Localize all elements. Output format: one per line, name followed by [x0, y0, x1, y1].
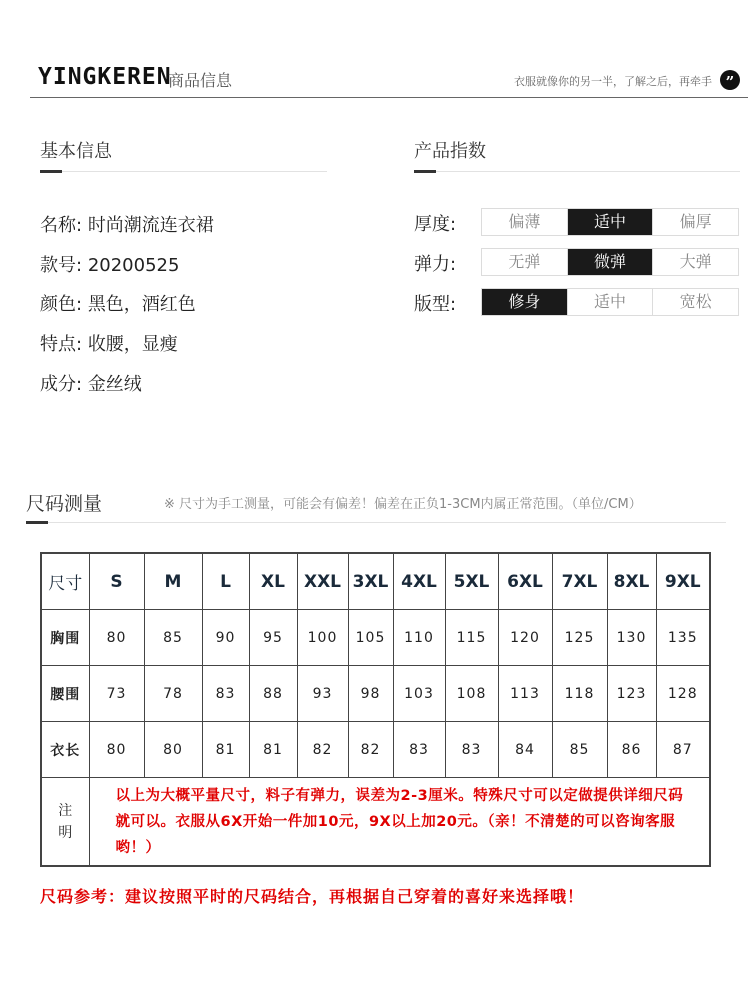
size-column-header: 6XL — [498, 553, 552, 610]
index-scale-fit — [481, 288, 739, 316]
table-cell: 83 — [393, 722, 445, 778]
size-reference: 尺码参考：建议按照平时的尺码结合，再根据自己穿着的喜好来选择哦！ — [40, 887, 585, 906]
table-cell: 81 — [202, 722, 249, 778]
size-column-header: S — [89, 553, 144, 610]
size-column-header: M — [144, 553, 202, 610]
index-option: 偏厚 — [679, 212, 712, 231]
index-option-selected: 适中 — [568, 209, 654, 235]
product-index-divider — [414, 171, 740, 172]
table-cell: 110 — [393, 610, 445, 666]
index-option: 偏薄 — [482, 209, 568, 235]
size-column-header: L — [202, 553, 249, 610]
basic-info-title: 基本信息 — [40, 141, 112, 162]
table-row-length — [41, 722, 710, 778]
table-cell: 88 — [249, 666, 297, 722]
info-row-color — [40, 290, 196, 316]
table-cell: 90 — [202, 610, 249, 666]
table-cell: 115 — [445, 610, 498, 666]
info-row-feature — [40, 330, 178, 356]
info-value: 金丝绒 — [87, 374, 142, 395]
size-header-row — [41, 553, 710, 610]
table-cell: 73 — [89, 666, 144, 722]
table-cell: 105 — [348, 610, 393, 666]
table-cell: 95 — [249, 610, 297, 666]
info-row-material — [40, 370, 142, 396]
table-cell: 93 — [297, 666, 348, 722]
table-row-waist — [41, 666, 710, 722]
info-label: 款号: — [40, 255, 83, 276]
size-column-header: 3XL — [348, 553, 393, 610]
table-cell: 118 — [552, 666, 607, 722]
table-cell: 85 — [552, 722, 607, 778]
basic-info-accent — [40, 170, 62, 173]
row-label: 衣长 — [41, 722, 89, 778]
product-index-accent — [414, 170, 436, 173]
table-cell: 125 — [552, 610, 607, 666]
size-column-header: 4XL — [393, 553, 445, 610]
table-row-note — [41, 778, 710, 867]
info-value: 时尚潮流连衣裙 — [87, 215, 214, 236]
size-section-title: 尺码测量 — [26, 493, 103, 515]
table-cell: 113 — [498, 666, 552, 722]
row-label: 腰围 — [41, 666, 89, 722]
note-text: 以上为大概平量尺寸，料子有弹力，误差为2-3厘米。特殊尺寸可以定做提供详细尺码就可以。衣服从6X开始一件加10元，9X以上加20元。（亲！不清楚的可以咨询客服哟！） — [89, 778, 710, 867]
size-header-label: 尺寸 — [41, 553, 89, 610]
index-option-selected: 修身 — [482, 289, 568, 315]
table-cell: 135 — [656, 610, 710, 666]
size-column-header: 5XL — [445, 553, 498, 610]
index-option: 大弹 — [679, 252, 712, 271]
quote-icon: ” — [720, 70, 740, 90]
info-label: 特点: — [40, 334, 83, 355]
index-label-thickness: 厚度: — [414, 214, 457, 235]
note-label — [41, 778, 89, 867]
index-scale-thickness — [481, 208, 739, 236]
table-cell: 83 — [202, 666, 249, 722]
info-label: 成分: — [40, 374, 83, 395]
table-cell: 86 — [607, 722, 656, 778]
index-label-fit: 版型: — [414, 294, 457, 315]
info-value: 20200525 — [87, 255, 180, 276]
table-cell: 82 — [348, 722, 393, 778]
size-column-header: XXL — [297, 553, 348, 610]
size-section-note: ※ 尺寸为手工测量，可能会有偏差！偏差在正负1-3CM内属正常范围。（单位/CM） — [164, 497, 642, 512]
table-cell: 84 — [498, 722, 552, 778]
brand-name: YINGKEREN — [38, 64, 172, 90]
table-cell: 120 — [498, 610, 552, 666]
table-cell: 98 — [348, 666, 393, 722]
table-cell: 82 — [297, 722, 348, 778]
note-label-text: 注明 — [58, 802, 73, 841]
info-value: 收腰，显瘦 — [87, 334, 178, 355]
size-table — [40, 552, 711, 867]
table-cell: 85 — [144, 610, 202, 666]
table-cell: 80 — [144, 722, 202, 778]
info-label: 颜色: — [40, 294, 83, 315]
index-option: 适中 — [568, 289, 654, 315]
info-label: 名称: — [40, 215, 83, 236]
index-scale-elasticity — [481, 248, 739, 276]
index-option: 宽松 — [679, 292, 712, 311]
header-subtitle: 商品信息 — [168, 71, 233, 90]
product-index-title: 产品指数 — [414, 141, 486, 162]
row-label: 胸围 — [41, 610, 89, 666]
index-option: 无弹 — [482, 249, 568, 275]
table-cell: 78 — [144, 666, 202, 722]
info-value: 黑色，酒红色 — [87, 294, 196, 315]
table-cell: 87 — [656, 722, 710, 778]
table-cell: 108 — [445, 666, 498, 722]
basic-info-divider — [40, 171, 327, 172]
table-cell: 81 — [249, 722, 297, 778]
table-row-chest — [41, 610, 710, 666]
table-cell: 130 — [607, 610, 656, 666]
size-section-divider — [26, 522, 726, 523]
index-option-selected: 微弹 — [568, 249, 654, 275]
header-divider — [30, 97, 748, 98]
table-cell: 80 — [89, 722, 144, 778]
table-cell: 83 — [445, 722, 498, 778]
table-cell: 128 — [656, 666, 710, 722]
info-row-style-number — [40, 251, 179, 277]
size-column-header: 9XL — [656, 553, 710, 610]
size-column-header: 7XL — [552, 553, 607, 610]
header-tagline: 衣服就像你的另一半，了解之后，再牵手 — [514, 75, 712, 88]
info-row-name — [40, 211, 214, 237]
table-cell: 80 — [89, 610, 144, 666]
size-column-header: 8XL — [607, 553, 656, 610]
table-cell: 123 — [607, 666, 656, 722]
table-cell: 100 — [297, 610, 348, 666]
index-label-elasticity: 弹力: — [414, 254, 457, 275]
size-column-header: XL — [249, 553, 297, 610]
size-section-accent — [26, 521, 48, 524]
table-cell: 103 — [393, 666, 445, 722]
